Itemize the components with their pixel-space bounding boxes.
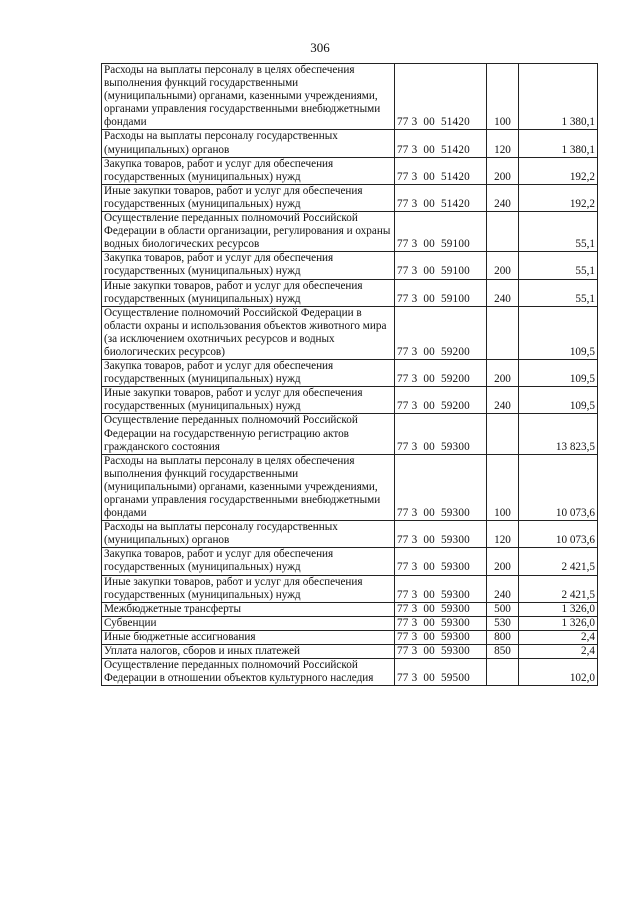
table-row — [102, 659, 598, 686]
table-row — [102, 130, 598, 157]
row-expense-type — [487, 306, 519, 359]
table-row — [102, 414, 598, 454]
row-target-code: 77 3 00 59300 — [395, 548, 487, 575]
row-target-code: 77 3 00 59300 — [395, 630, 487, 644]
row-amount: 2 421,5 — [519, 575, 598, 602]
row-amount: 1 326,0 — [519, 616, 598, 630]
row-amount: 2,4 — [519, 630, 598, 644]
row-target-code: 77 3 00 51420 — [395, 157, 487, 184]
row-expense-type: 200 — [487, 157, 519, 184]
row-description: Межбюджетные трансферты — [102, 602, 395, 616]
budget-table-body — [102, 64, 598, 686]
table-row — [102, 548, 598, 575]
row-expense-type: 530 — [487, 616, 519, 630]
row-amount: 109,5 — [519, 360, 598, 387]
row-target-code: 77 3 00 59300 — [395, 414, 487, 454]
row-expense-type: 500 — [487, 602, 519, 616]
table-row — [102, 645, 598, 659]
row-target-code: 77 3 00 59300 — [395, 575, 487, 602]
row-target-code: 77 3 00 59300 — [395, 645, 487, 659]
row-amount: 109,5 — [519, 306, 598, 359]
row-expense-type: 120 — [487, 521, 519, 548]
table-row — [102, 602, 598, 616]
row-amount: 55,1 — [519, 252, 598, 279]
row-expense-type: 850 — [487, 645, 519, 659]
row-target-code: 77 3 00 59200 — [395, 360, 487, 387]
row-amount: 109,5 — [519, 387, 598, 414]
row-expense-type: 200 — [487, 360, 519, 387]
row-amount: 102,0 — [519, 659, 598, 686]
row-description: Расходы на выплаты персоналу в целях обеспечения выполнения функций государственными (муниципальными) органами, казенными учреждениями, органами управления государственными внебюджетными фондами — [102, 64, 395, 130]
table-row — [102, 630, 598, 644]
row-amount: 192,2 — [519, 184, 598, 211]
row-description: Расходы на выплаты персоналу государственных (муниципальных) органов — [102, 130, 395, 157]
row-amount: 55,1 — [519, 212, 598, 252]
row-description: Расходы на выплаты персоналу государственных (муниципальных) органов — [102, 521, 395, 548]
row-description: Уплата налогов, сборов и иных платежей — [102, 645, 395, 659]
row-description: Субвенции — [102, 616, 395, 630]
row-target-code: 77 3 00 59100 — [395, 252, 487, 279]
table-row — [102, 157, 598, 184]
table-row — [102, 279, 598, 306]
row-amount: 10 073,6 — [519, 454, 598, 520]
row-expense-type: 100 — [487, 64, 519, 130]
table-row — [102, 252, 598, 279]
row-target-code: 77 3 00 59300 — [395, 521, 487, 548]
table-row — [102, 521, 598, 548]
page-number: 306 — [310, 40, 330, 55]
row-expense-type: 240 — [487, 279, 519, 306]
row-amount: 2 421,5 — [519, 548, 598, 575]
row-amount: 1 326,0 — [519, 602, 598, 616]
row-description: Осуществление полномочий Российской Федерации в области охраны и использования объектов животного мира (за исключением охотничьих ресурсов и водных биологических ресурсов) — [102, 306, 395, 359]
row-description: Иные бюджетные ассигнования — [102, 630, 395, 644]
row-target-code: 77 3 00 59200 — [395, 306, 487, 359]
row-description: Расходы на выплаты персоналу в целях обеспечения выполнения функций государственными (муниципальными) органами, казенными учреждениями, органами управления государственными внебюджетными фондами — [102, 454, 395, 520]
row-description: Иные закупки товаров, работ и услуг для обеспечения государственных (муниципальных) нужд — [102, 387, 395, 414]
table-row — [102, 184, 598, 211]
row-expense-type — [487, 212, 519, 252]
row-amount: 2,4 — [519, 645, 598, 659]
row-target-code: 77 3 00 59300 — [395, 454, 487, 520]
row-expense-type: 800 — [487, 630, 519, 644]
table-row — [102, 306, 598, 359]
row-expense-type: 100 — [487, 454, 519, 520]
row-target-code: 77 3 00 51420 — [395, 184, 487, 211]
row-amount: 1 380,1 — [519, 130, 598, 157]
row-expense-type — [487, 659, 519, 686]
row-target-code: 77 3 00 51420 — [395, 64, 487, 130]
row-amount: 13 823,5 — [519, 414, 598, 454]
table-row — [102, 616, 598, 630]
row-target-code: 77 3 00 51420 — [395, 130, 487, 157]
row-target-code: 77 3 00 59100 — [395, 279, 487, 306]
table-row — [102, 212, 598, 252]
row-description: Осуществление переданных полномочий Российской Федерации в отношении объектов культурного наследия — [102, 659, 395, 686]
table-row — [102, 360, 598, 387]
row-target-code: 77 3 00 59100 — [395, 212, 487, 252]
row-amount: 192,2 — [519, 157, 598, 184]
row-amount: 55,1 — [519, 279, 598, 306]
row-expense-type: 240 — [487, 387, 519, 414]
row-target-code: 77 3 00 59300 — [395, 602, 487, 616]
row-amount: 10 073,6 — [519, 521, 598, 548]
row-expense-type: 200 — [487, 548, 519, 575]
row-description: Закупка товаров, работ и услуг для обеспечения государственных (муниципальных) нужд — [102, 360, 395, 387]
row-expense-type: 120 — [487, 130, 519, 157]
row-target-code: 77 3 00 59500 — [395, 659, 487, 686]
row-description: Закупка товаров, работ и услуг для обеспечения государственных (муниципальных) нужд — [102, 252, 395, 279]
row-description: Иные закупки товаров, работ и услуг для обеспечения государственных (муниципальных) нужд — [102, 184, 395, 211]
table-row — [102, 387, 598, 414]
row-expense-type: 240 — [487, 575, 519, 602]
row-description: Иные закупки товаров, работ и услуг для обеспечения государственных (муниципальных) нужд — [102, 575, 395, 602]
table-row — [102, 64, 598, 130]
row-amount: 1 380,1 — [519, 64, 598, 130]
table-row — [102, 454, 598, 520]
row-description: Закупка товаров, работ и услуг для обеспечения государственных (муниципальных) нужд — [102, 157, 395, 184]
row-description: Осуществление переданных полномочий Российской Федерации на государственную регистрацию актов гражданского состояния — [102, 414, 395, 454]
row-description: Закупка товаров, работ и услуг для обеспечения государственных (муниципальных) нужд — [102, 548, 395, 575]
table-row — [102, 575, 598, 602]
row-expense-type: 240 — [487, 184, 519, 211]
row-expense-type: 200 — [487, 252, 519, 279]
row-description: Осуществление переданных полномочий Российской Федерации в области организации, регулирования и охраны водных биологических ресурсов — [102, 212, 395, 252]
budget-table — [101, 63, 598, 686]
row-description: Иные закупки товаров, работ и услуг для обеспечения государственных (муниципальных) нужд — [102, 279, 395, 306]
row-target-code: 77 3 00 59200 — [395, 387, 487, 414]
row-expense-type — [487, 414, 519, 454]
row-target-code: 77 3 00 59300 — [395, 616, 487, 630]
